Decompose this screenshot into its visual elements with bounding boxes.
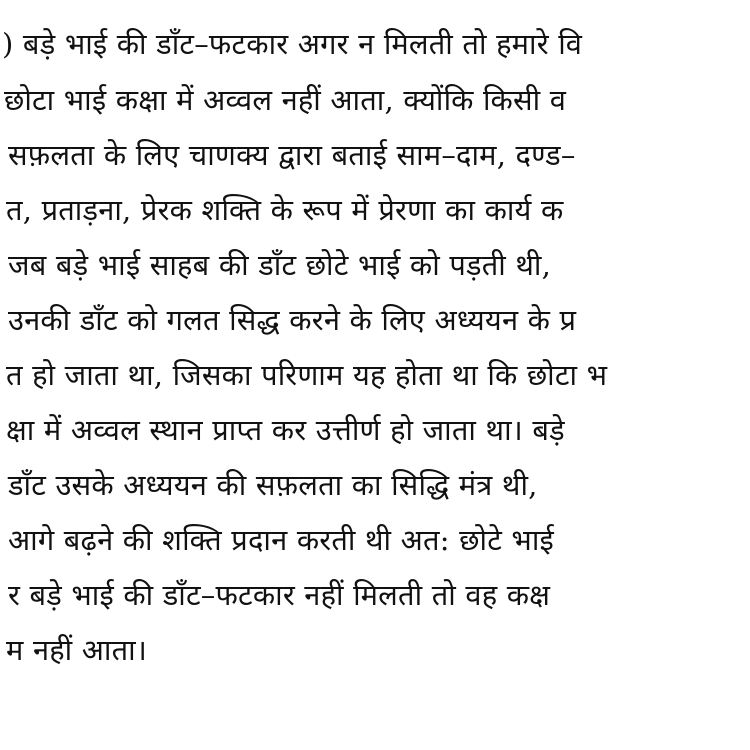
text-line-6: उनकी डाँट को गलत सिद्ध करने के लिए अध्ययन के प्र [8,303,577,337]
text-line-1: ) बड़े भाई की डाँट–फटकार अगर न मिलती तो हमारे वि [2,27,583,61]
text-line-8: क्षा में अव्वल स्थान प्राप्त कर उत्तीर्ण हो जाता था। बड़े [6,413,565,447]
text-line-2: छोटा भाई कक्षा में अव्वल नहीं आता, क्योंकि किसी व [4,83,567,117]
text-line-11: र बड़े भाई की डाँट–फटकार नहीं मिलती तो वह कक्ष [8,578,551,612]
text-line-12: म नहीं आता। [6,633,148,667]
text-line-4: त, प्रताड़ना, प्रेरक शक्ति के रूप में प्रेरणा का कार्य क [6,193,564,227]
text-line-10: आगे बढ़ने की शक्ति प्रदान करती थी अत: छोटे भाई [8,523,554,557]
text-line-5: जब बड़े भाई साहब की डाँट छोटे भाई को पड़ती थी, [8,248,552,282]
text-line-9: डाँट उसके अध्ययन की सफ़लता का सिद्धि मंत्र थी, [8,468,538,502]
text-line-3: सफ़लता के लिए चाणक्य द्वारा बताई साम–दाम, दण्ड– [8,138,576,172]
text-line-7: त हो जाता था, जिसका परिणाम यह होता था कि छोटा भ [6,358,608,392]
